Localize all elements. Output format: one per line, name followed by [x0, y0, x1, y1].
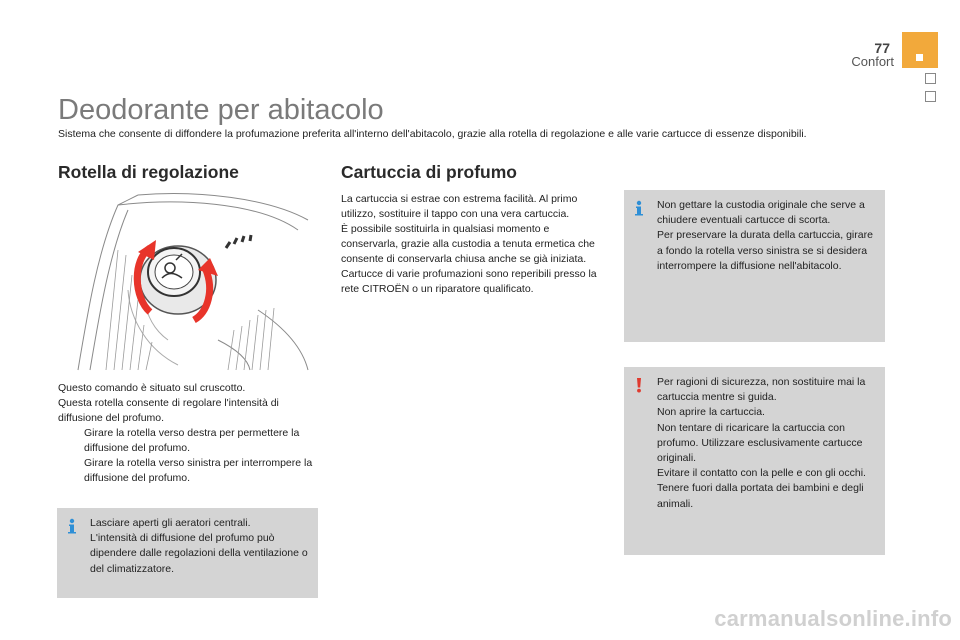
- info-note-custodia: [624, 190, 885, 342]
- section-heading-rotella: Rotella di regolazione: [58, 162, 239, 182]
- chapter-tab[interactable]: [925, 73, 936, 84]
- page-title: Deodorante per abitacolo: [58, 94, 384, 126]
- page-number: 77: [874, 40, 890, 56]
- note-text: Per ragioni di sicurezza, non sostituire mai la cartuccia mentre si guida.: [657, 376, 866, 404]
- tab-dot-icon: [916, 54, 923, 61]
- chapter-tab[interactable]: [925, 91, 936, 102]
- note-text: Lasciare aperti gli aeratori centrali.: [90, 517, 251, 529]
- note-text: Non tentare di ricaricare la cartuccia con profumo. Utilizzare esclusivamente cartucce originali.: [657, 421, 863, 465]
- paragraph: Questa rotella consente di regolare l'intensità di diffusione del profumo.: [58, 397, 279, 424]
- note-text: Non aprire la cartuccia.: [657, 406, 765, 419]
- warning-note-safety: [624, 367, 885, 555]
- intro-text: Sistema che consente di diffondere la profumazione preferita all'interno dell'abitacolo, grazie alla rotella di regolazione e alle varie cartucce di essenze disponibili.: [58, 128, 807, 140]
- paragraph: Questo comando è situato sul cruscotto.: [58, 382, 246, 394]
- info-icon: [65, 518, 79, 534]
- list-item: [58, 456, 320, 486]
- paragraph: È possibile sostituirla in qualsiasi momento e conservarla, grazie alla custodia a tenuta ermetica che consente di conservarla chiusa anche se già iniziata.: [341, 223, 595, 265]
- info-note-ventilation: [57, 508, 318, 598]
- section-heading-cartuccia: Cartuccia di profumo: [341, 162, 517, 182]
- fragrance-dial-illustration: [58, 190, 320, 372]
- section-name: Confort: [851, 54, 894, 69]
- left-body: [58, 381, 320, 486]
- chapter-tab-active[interactable]: [902, 32, 938, 68]
- paragraph: Cartucce di varie profumazioni sono reperibili presso la rete CITROËN o un riparatore qualificato.: [341, 268, 597, 295]
- note-text: L'intensità di diffusione del profumo può dipendere dalle regolazioni della ventilazione o del climatizzatore.: [90, 532, 308, 575]
- note-text: Tenere fuori dalla portata dei bambini e degli animali.: [657, 482, 864, 510]
- info-icon: [632, 200, 646, 216]
- list-item-text: Girare la rotella verso sinistra per interrompere la diffusione del profumo.: [84, 457, 313, 484]
- middle-body: [341, 192, 599, 297]
- note-text: Non gettare la custodia originale che serve a chiudere eventuali cartucce di scorta.: [657, 199, 865, 227]
- paragraph: La cartuccia si estrae con estrema facilità. Al primo utilizzo, sostituire il tappo con una vera cartuccia.: [341, 193, 578, 220]
- note-text: Evitare il contatto con la pelle e con gli occhi.: [657, 467, 866, 480]
- note-text: Per preservare la durata della cartuccia, girare a fondo la rotella verso sinistra se si desidera interrompere la diffusione nell'abitacolo.: [657, 229, 873, 272]
- footer-watermark: carmanualsonline.info: [714, 606, 952, 631]
- list-item: [58, 426, 320, 456]
- warning-icon: [632, 377, 646, 393]
- list-item-text: Girare la rotella verso destra per permettere la diffusione del profumo.: [84, 427, 300, 454]
